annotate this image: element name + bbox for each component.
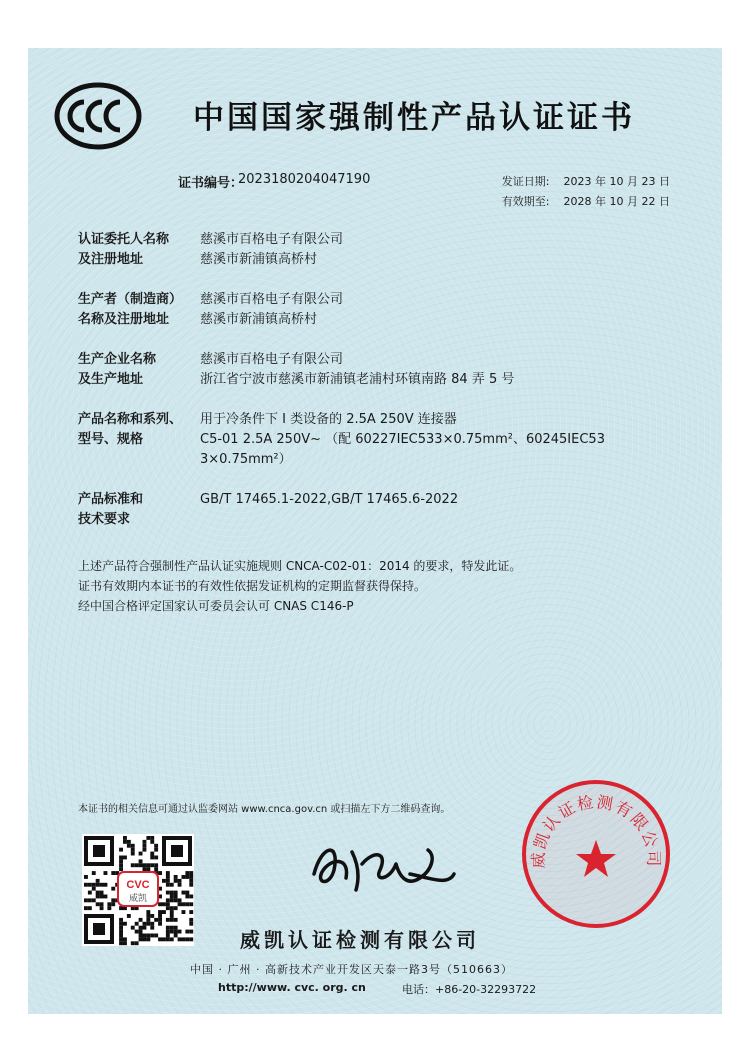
- expiry-date-row: [502, 192, 670, 212]
- standard-text: GB/T 17465.1-2022,GB/T 17465.6-2022: [200, 492, 459, 507]
- qr-module: [178, 937, 182, 941]
- qr-module: [100, 895, 104, 899]
- qr-module: [127, 914, 131, 918]
- qr-module: [146, 918, 150, 922]
- qr-module: [158, 918, 162, 922]
- company-address: 中国 · 广州 · 高新技术产业开发区天泰一路3号（510663）: [190, 963, 513, 976]
- qr-module: [170, 895, 174, 899]
- qr-module: [185, 871, 189, 875]
- qr-module: [146, 867, 150, 871]
- qr-module: [127, 844, 131, 848]
- qr-module: [174, 895, 178, 899]
- qr-module: [139, 926, 143, 930]
- qr-module: [170, 914, 174, 918]
- qr-module: [143, 840, 147, 844]
- signature-icon: [300, 834, 460, 900]
- qr-module: [107, 906, 111, 910]
- qr-module: [131, 844, 135, 848]
- qr-module: [119, 859, 123, 863]
- qr-module: [131, 926, 135, 930]
- qr-module: [146, 922, 150, 926]
- official-seal-icon: [520, 778, 672, 930]
- qr-module: [182, 902, 186, 906]
- statements: [78, 556, 521, 616]
- qr-module: [139, 852, 143, 856]
- qr-module: [119, 934, 123, 938]
- qr-module: [182, 875, 186, 879]
- qr-module: [158, 910, 162, 914]
- qr-module: [182, 937, 186, 941]
- qr-module: [88, 891, 92, 895]
- qr-module: [158, 871, 162, 875]
- qr-module: [150, 914, 154, 918]
- qr-module: [123, 941, 127, 945]
- qr-module: [150, 852, 154, 856]
- qr-module: [166, 937, 170, 941]
- ccc-logo-icon: [54, 82, 142, 150]
- qr-module: [119, 867, 123, 871]
- qr-module: [150, 926, 154, 930]
- qr-module: [154, 934, 158, 938]
- qr-module: [135, 863, 139, 867]
- qr-module: [143, 863, 147, 867]
- qr-module: [119, 937, 123, 941]
- qr-module: [189, 937, 193, 941]
- manufacturer-value: [200, 290, 343, 330]
- qr-module: [100, 902, 104, 906]
- qr-module: [178, 930, 182, 934]
- qr-module: [123, 856, 127, 860]
- qr-module: [100, 891, 104, 895]
- qr-module: [166, 918, 170, 922]
- qr-module: [96, 883, 100, 887]
- qr-module: [119, 856, 123, 860]
- applicant-name: 慈溪市百格电子有限公司: [200, 232, 344, 247]
- product-model-cont: 3×0.75mm²）: [200, 452, 292, 467]
- qr-module: [158, 914, 162, 918]
- qr-module: [154, 863, 158, 867]
- qr-module: [166, 875, 170, 879]
- qr-module: [150, 922, 154, 926]
- qr-module: [146, 863, 150, 867]
- qr-module: [131, 941, 135, 945]
- qr-module: [111, 871, 115, 875]
- qr-module: [107, 902, 111, 906]
- qr-module: [166, 906, 170, 910]
- qr-module: [189, 930, 193, 934]
- qr-module: [178, 879, 182, 883]
- qr-module: [170, 898, 174, 902]
- factory-label: [78, 350, 156, 390]
- qr-module: [96, 891, 100, 895]
- manufacturer-address: 慈溪市新浦镇高桥村: [200, 312, 318, 327]
- qr-module: [139, 937, 143, 941]
- qr-module: [174, 891, 178, 895]
- qr-module: [189, 922, 193, 926]
- qr-module: [119, 848, 123, 852]
- qr-module: [146, 934, 150, 938]
- qr-module: [123, 937, 127, 941]
- qr-module: [119, 918, 123, 922]
- manufacturer-label-line2: 名称及注册地址: [78, 312, 170, 327]
- qr-module: [111, 887, 115, 891]
- company-url[interactable]: http://www. cvc. org. cn: [218, 981, 366, 994]
- qr-module: [189, 883, 193, 887]
- company-phone: 电话：+86-20-32293722: [402, 983, 537, 996]
- qr-module: [162, 937, 166, 941]
- qr-module: [166, 902, 170, 906]
- qr-module: [166, 871, 170, 875]
- issue-date-row: [502, 172, 670, 192]
- qr-module: [143, 844, 147, 848]
- certificate-sheet: [28, 48, 722, 1014]
- qr-module: [135, 922, 139, 926]
- qr-module: [174, 934, 178, 938]
- qr-module: [166, 898, 170, 902]
- qr-module: [170, 891, 174, 895]
- qr-module: [154, 844, 158, 848]
- qr-module: [154, 848, 158, 852]
- qr-module: [146, 910, 150, 914]
- factory-label-line1: 生产企业名称: [78, 352, 157, 367]
- qr-module: [189, 910, 193, 914]
- qr-module: [139, 859, 143, 863]
- standard-value: [200, 490, 458, 510]
- qr-module: [185, 902, 189, 906]
- applicant-label-line1: 认证委托人名称: [78, 232, 170, 247]
- manufacturer-name: 慈溪市百格电子有限公司: [200, 292, 344, 307]
- qr-module: [146, 914, 150, 918]
- qr-code-icon[interactable]: [82, 834, 194, 946]
- factory-name: 慈溪市百格电子有限公司: [200, 352, 344, 367]
- qr-module: [189, 871, 193, 875]
- qr-module: [143, 867, 147, 871]
- qr-module: [84, 898, 88, 902]
- qr-module: [92, 898, 96, 902]
- qr-module: [146, 836, 150, 840]
- qr-module: [84, 883, 88, 887]
- manufacturer-label-line1: 生产者（制造商）: [78, 292, 183, 307]
- qr-module: [123, 922, 127, 926]
- issue-date-label: 发证日期:: [501, 175, 550, 188]
- qr-module: [150, 836, 154, 840]
- factory-label-line2: 及生产地址: [78, 372, 144, 387]
- qr-module: [143, 848, 147, 852]
- qr-module: [185, 875, 189, 879]
- qr-module: [92, 883, 96, 887]
- qr-module: [150, 856, 154, 860]
- qr-module: [131, 848, 135, 852]
- expiry-date-label: 有效期至:: [501, 195, 550, 208]
- seal-text: 威凯认证检测有限公司: [528, 792, 664, 869]
- qr-module: [119, 926, 123, 930]
- applicant-address: 慈溪市新浦镇高桥村: [200, 252, 318, 267]
- qr-module: [92, 887, 96, 891]
- qr-module: [174, 906, 178, 910]
- qr-module: [150, 840, 154, 844]
- qr-module: [96, 895, 100, 899]
- product-label: [78, 410, 182, 450]
- manufacturer-label: [78, 290, 182, 330]
- page-title: 中国国家强制性产品认证证书: [193, 100, 635, 136]
- qr-module: [154, 867, 158, 871]
- qr-module: [92, 871, 96, 875]
- qr-module: [158, 922, 162, 926]
- applicant-label: [78, 230, 169, 270]
- qr-module: [111, 902, 115, 906]
- qr-module: [131, 852, 135, 856]
- qr-module: [96, 902, 100, 906]
- qr-module: [170, 910, 174, 914]
- qr-module: [185, 937, 189, 941]
- qr-module: [174, 930, 178, 934]
- qr-module: [104, 883, 108, 887]
- qr-module: [139, 863, 143, 867]
- qr-module: [174, 898, 178, 902]
- qr-module: [178, 898, 182, 902]
- qr-module: [182, 910, 186, 914]
- product-label-line1: 产品名称和系列、: [78, 412, 183, 427]
- qr-module: [174, 926, 178, 930]
- qr-module: [150, 934, 154, 938]
- qr-module: [100, 883, 104, 887]
- qr-badge-text: CVC: [126, 879, 150, 891]
- qr-module: [131, 863, 135, 867]
- qr-module: [162, 902, 166, 906]
- qr-module: [162, 879, 166, 883]
- qr-module: [135, 941, 139, 945]
- issue-date-value: 2023 年 10 月 23 日: [563, 175, 670, 188]
- qr-module: [88, 898, 92, 902]
- standard-label: [78, 490, 143, 530]
- qr-module: [185, 930, 189, 934]
- date-block: [502, 172, 670, 212]
- qr-module: [182, 891, 186, 895]
- qr-module: [119, 863, 123, 867]
- qr-module: [189, 902, 193, 906]
- standard-label-line2: 技术要求: [78, 512, 131, 527]
- company-name: 威凯认证检测有限公司: [240, 928, 480, 952]
- qr-module: [166, 926, 170, 930]
- qr-module: [154, 856, 158, 860]
- qr-module: [104, 895, 108, 899]
- applicant-label-line2: 及注册地址: [78, 252, 144, 267]
- certificate-number-value: 2023180204047190: [238, 172, 371, 187]
- product-value: [200, 410, 605, 470]
- qr-module: [170, 937, 174, 941]
- qr-module: [158, 902, 162, 906]
- qr-module: [143, 934, 147, 938]
- qr-module: [154, 918, 158, 922]
- qr-module: [170, 918, 174, 922]
- qr-module: [189, 895, 193, 899]
- qr-module: [158, 937, 162, 941]
- qr-module: [174, 879, 178, 883]
- expiry-date-value: 2028 年 10 月 22 日: [563, 195, 670, 208]
- qr-module: [100, 906, 104, 910]
- qr-module: [150, 863, 154, 867]
- qr-module: [143, 937, 147, 941]
- qr-module: [178, 902, 182, 906]
- qr-module: [88, 906, 92, 910]
- qr-module: [170, 930, 174, 934]
- qr-module: [162, 910, 166, 914]
- standard-label-line1: 产品标准和: [78, 492, 144, 507]
- qr-module: [166, 930, 170, 934]
- qr-module: [139, 918, 143, 922]
- qr-module: [174, 918, 178, 922]
- qr-module: [185, 891, 189, 895]
- qr-module: [119, 922, 123, 926]
- qr-module: [84, 875, 88, 879]
- qr-module: [166, 934, 170, 938]
- factory-address: 浙江省宁波市慈溪市新浦镇老浦村环镇南路 84 弄 5 号: [200, 372, 515, 387]
- qr-badge-sub: 威凯: [128, 894, 148, 904]
- product-label-line2: 型号、规格: [78, 432, 144, 447]
- qr-module: [170, 906, 174, 910]
- applicant-value: [200, 230, 343, 270]
- qr-module: [166, 883, 170, 887]
- qr-module: [170, 883, 174, 887]
- qr-module: [146, 937, 150, 941]
- product-model: C5-01 2.5A 250V~ （配 60227IEC533×0.75mm²、60245IEC53: [200, 432, 605, 447]
- factory-value: [200, 350, 514, 390]
- statement-2: 证书有效期内本证书的有效性依据发证机构的定期监督获得保持。: [78, 579, 427, 593]
- qr-module: [189, 879, 193, 883]
- qr-module: [166, 879, 170, 883]
- qr-module: [123, 836, 127, 840]
- qr-module: [135, 930, 139, 934]
- certificate-number-label: 证书编号：: [178, 176, 244, 191]
- statement-3: 经中国合格评定国家认可委员会认可 CNAS C146-P: [78, 599, 354, 613]
- qr-module: [166, 891, 170, 895]
- qr-module: [174, 875, 178, 879]
- statement-1: 上述产品符合强制性产品认证实施规则 CNCA-C02-01：2014 的要求，特发此证。: [78, 559, 522, 573]
- qr-module: [88, 883, 92, 887]
- qr-module: [178, 883, 182, 887]
- qr-module: [139, 934, 143, 938]
- footer-note: 本证书的相关信息可通过认监委网站 www.cnca.gov.cn 或扫描左下方二维码查询。: [78, 804, 451, 815]
- qr-module: [143, 922, 147, 926]
- qr-module: [119, 941, 123, 945]
- product-name: 用于冷条件下 I 类设备的 2.5A 250V 连接器: [200, 412, 457, 427]
- qr-module: [84, 906, 88, 910]
- qr-module: [185, 895, 189, 899]
- qr-module: [119, 930, 123, 934]
- qr-module: [189, 875, 193, 879]
- qr-module: [170, 926, 174, 930]
- qr-module: [123, 840, 127, 844]
- qr-module: [96, 879, 100, 883]
- qr-module: [189, 918, 193, 922]
- qr-module: [104, 871, 108, 875]
- qr-module: [143, 926, 147, 930]
- qr-module: [139, 930, 143, 934]
- qr-module: [111, 898, 115, 902]
- qr-module: [127, 840, 131, 844]
